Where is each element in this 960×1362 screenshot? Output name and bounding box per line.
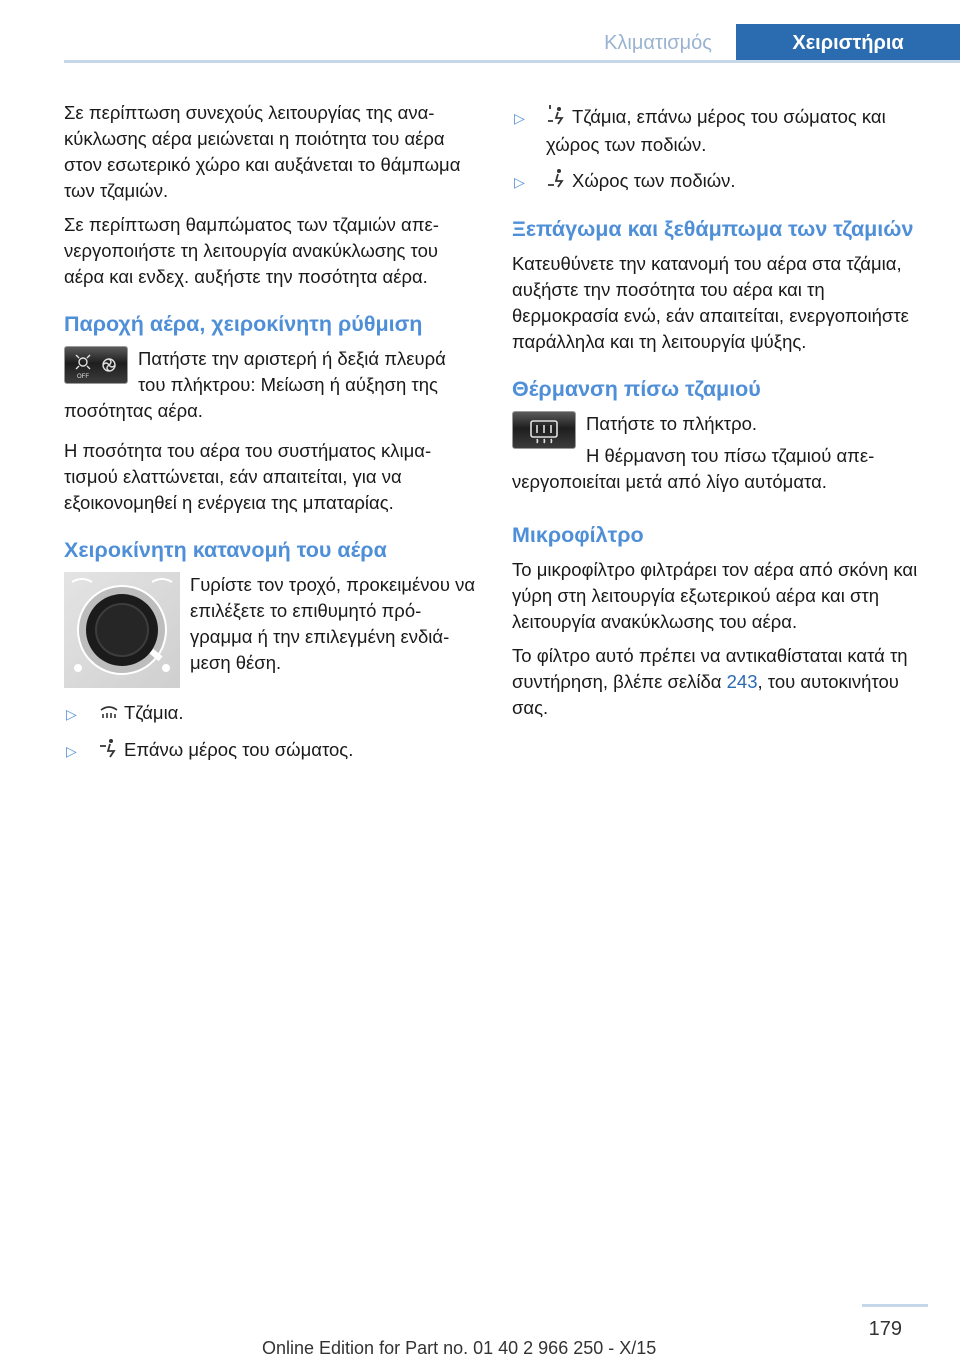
air-volume-heading: Παροχή αέρα, χειροκίνητη ρύθμιση — [64, 312, 423, 336]
air-volume-button-image — [64, 346, 128, 384]
svg-text:OFF: OFF — [77, 374, 89, 380]
page-header — [0, 0, 960, 62]
list-item: ▷ Χώρος των ποδιών. — [512, 168, 924, 196]
footwell-icon — [546, 168, 568, 195]
air-volume-text: Πατήστε την αριστερή ή δεξιά πλευρά του πλήκτρου: Μείωση ή αύξηση της ποσότητας αέρα. — [64, 348, 446, 421]
chapter-tab[interactable]: Κλιματισμός — [604, 32, 712, 54]
recirculation-warning-text: Σε περίπτωση συνεχούς λειτουργίας της ανακύκλωσης αέρα μειώνεται η ποιότητα του αέρα στον εσωτερικό χώρο και αυξάνεται το θάμπωμα των τζαμιών. — [64, 102, 461, 201]
triangle-bullet-icon: ▷ — [514, 110, 525, 126]
rear-window-block — [512, 411, 924, 501]
triangle-bullet-icon: ▷ — [66, 743, 77, 760]
footer-rule — [862, 1304, 928, 1307]
battery-saving-text: Η ποσότητα του αέρα του συστήματος κλιματισμού ελαττώνεται, εάν απαιτείται, για να εξοικονομηθεί η ενέργεια της μπαταρίας. — [64, 440, 432, 513]
distribution-options-right — [512, 104, 924, 195]
rear-window-press-text: Πατήστε το πλήκτρο. — [586, 413, 758, 435]
distribution-wheel-image — [64, 572, 180, 688]
air-distribution-heading: Χειροκίνητη κατανομή του αέρα — [64, 538, 387, 562]
page-reference-link[interactable]: 243 — [726, 671, 758, 693]
triangle-bullet-icon: ▷ — [66, 706, 77, 722]
list-item: ▷ Επάνω μέρος του σώματος. — [64, 737, 476, 765]
microfilter-service-text: Το φίλτρο αυτό πρέπει να αντικαθίσταται κατά τη συντήρηση, βλέπε σελίδα 243, του αυτοκινήτου σας. — [512, 645, 908, 719]
distribution-options-left — [64, 700, 476, 765]
triangle-bullet-icon: ▷ — [514, 173, 525, 190]
left-column — [64, 100, 476, 775]
header-rule — [64, 60, 960, 63]
rear-window-heading: Θέρμανση πίσω τζαμιού — [512, 377, 761, 402]
rear-window-auto-off-text: Η θέρμανση του πίσω τζαμιού απενεργοποιείται μετά από λίγο αυτόματα. — [512, 445, 875, 493]
page-footer — [0, 1300, 960, 1362]
recirculation-fogging-text: Σε περίπτωση θαμπώματος των τζαμιών απενεργοποιήστε τη λειτουργία ανακύκλωσης του αέρα και ενδεχ. αυξήστε την ποσότητα αέρα. — [64, 214, 439, 287]
defog-heading: Ξεπάγωμα και ξεθάμπωμα των τζαμιών — [512, 217, 914, 242]
microfilter-heading: Μικροφίλτρο — [512, 523, 644, 548]
right-column — [512, 100, 924, 729]
defog-text: Κατευθύνετε την κατανομή του αέρα στα τζάμια, αυξήστε την ποσότητα του αέρα και τη θερμοκρασία ενώ, εάν απαιτείται, ενεργοποιήστε παράλληλα και τη λειτουργία ψύξης. — [512, 253, 909, 353]
microfilter-text: Το μικροφίλτρο φιλτράρει τον αέρα από σκόνη και γύρη στη λειτουργία εξωτερικού αέρα και στη λειτουργία ανακύκλωσης του αέρα. — [512, 559, 918, 633]
list-item: ▷ Τζάμια, επάνω μέρος του σώματος και χώρος των ποδιών. — [514, 106, 886, 155]
edition-text: Online Edition for Part no. 01 40 2 966 250 - X/15 — [262, 1338, 657, 1358]
air-distribution-block — [64, 572, 476, 692]
page-number: 179 — [868, 1318, 902, 1340]
windshield-body-feet-icon — [546, 105, 568, 132]
list-item: ▷ Τζάμια. — [64, 700, 476, 727]
windshield-icon — [98, 701, 120, 727]
section-tab[interactable]: Χειριστήρια — [736, 24, 960, 62]
air-distribution-text: Γυρίστε τον τροχό, προκειμένου να επιλέξετε το επιθυμητό πρόγραμμα ή την επιλεγμένη ενδιάμεση θέση. — [190, 574, 476, 673]
rear-window-button-image — [512, 411, 576, 449]
air-volume-block — [64, 346, 476, 430]
upper-body-icon — [98, 738, 120, 765]
